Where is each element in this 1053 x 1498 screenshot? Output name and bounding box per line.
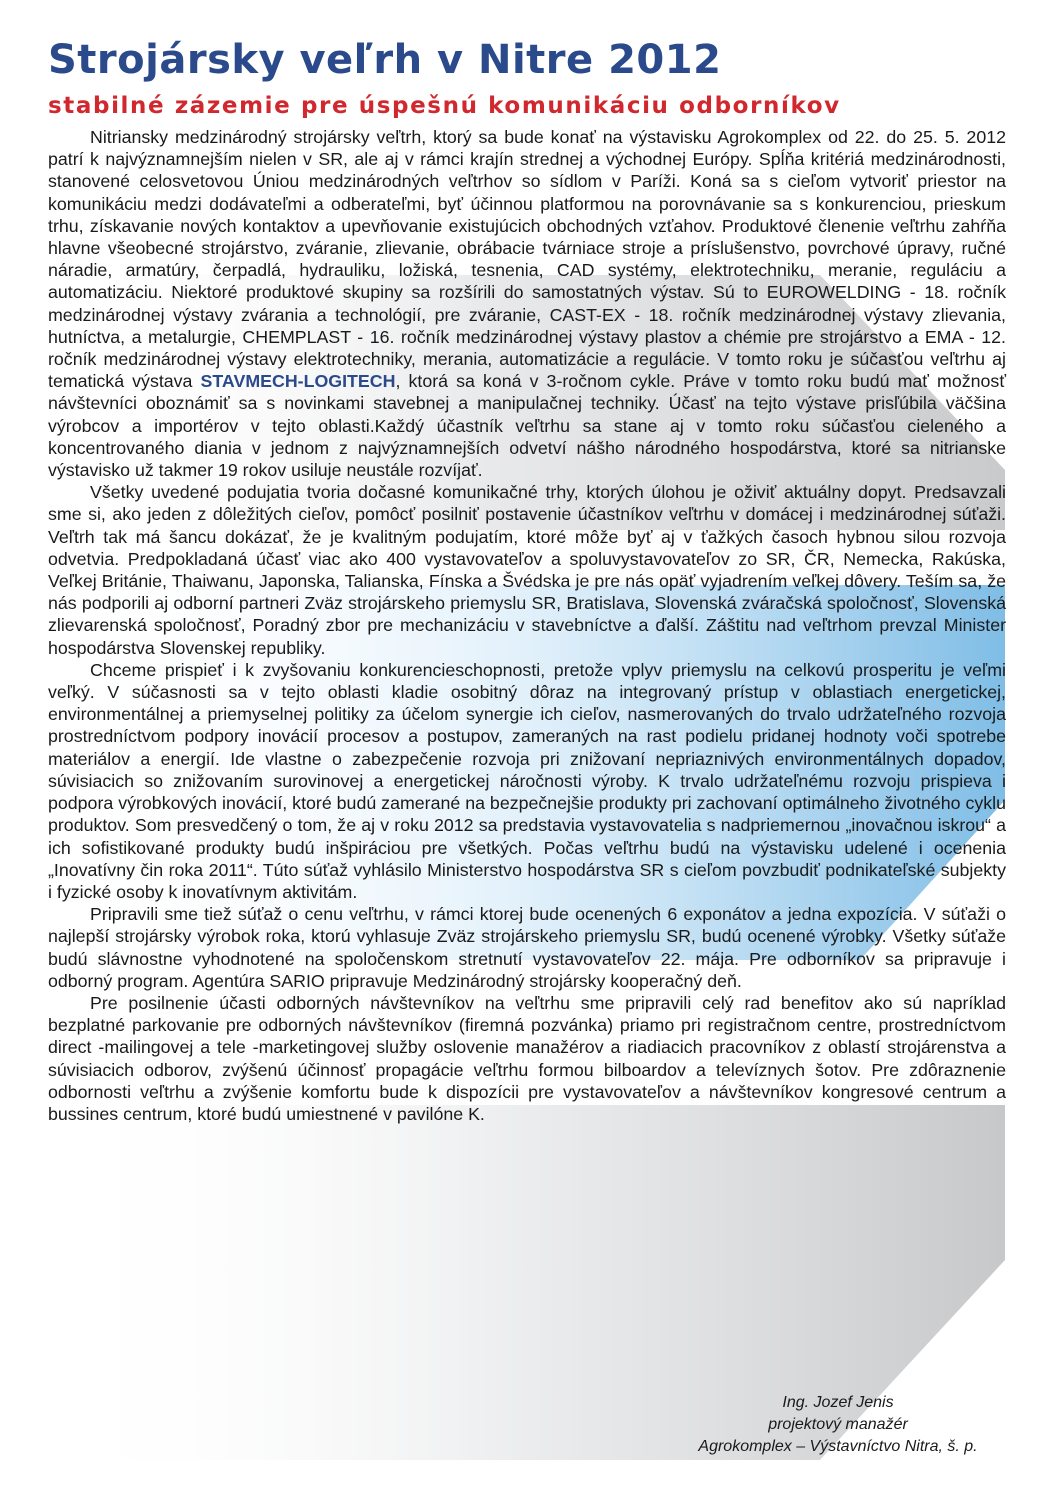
page-subtitle: stabilné zázemie pre úspešnú komunikáciu odborníkov (48, 93, 841, 119)
paragraph-1 (48, 126, 1006, 481)
paragraph-3: Chceme prispieť i k zvyšovaniu konkurencieschopnosti, pretože vplyv priemyslu na celkovú prosperitu je veľmi veľký. V súčasnosti sa v tejto oblasti kladie osobitný dôraz na integrovaný prístup v oblastiach energetickej, environmentálnej a priemyselnej politiky za účelom synergie ich cieľov, nasmerovaných do trvalo udržateľného rozvoja prostredníctvom podpory inovácií procesov a postupov, zameraných na rast podielu pridanej hodnoty voči spotrebe materiálov a energií. Ide vlastne o zabezpečenie rozvoja pri znižovaní nepriaznivých environmentálnych dopadov, súvisiacich so znižovaním surovinovej a energetickej náročnosti výroby. K trvalo udržateľnému rozvoju prispieva i podpora výrobkových inovácií, ktoré budú zamerané na bezpečnejšie produkty pri zachovaní optimálneho životného cyklu produktov. Som presvedčený o tom, že aj v roku 2012 sa predstavia vystavovatelia s nadpriemernou „inovačnou iskrou“ a ich sofistikované produkty budú inšpiráciou pre všetkých. Počas veľtrhu budú na výstavisku udelené i ocenenia „Inovatívny čin roka 2011“. Túto súťaž vyhlásilo Ministerstvo hospodárstva SR s cieľom povzbudiť podnikateľské subjekty i fyzické osoby k inovatívnym aktivitám. (48, 659, 1006, 902)
paragraph-1-text-b: , ktorá sa koná v 3-ročnom cykle. Práve v tomto roku budú mať možnosť návštevníci oboznámiť sa s novinkami stavebnej a manipulačnej techniky. Účasť na tejto výstave prisľúbila väčšina výrobcov a importérov v tejto oblasti.Každý účastník veľtrhu sa stane aj v tomto roku súčasťou cieleného a koncentrovaného diania v jednom z najvýznamnejších odvetví nášho národného hospodárstva, ktoré sa nitrianske výstavisko už takmer 19 rokov usiluje neustále rozvíjať. (48, 371, 1006, 481)
paragraph-5: Pre posilnenie účasti odborných návštevníkov na veľtrhu sme pripravili celý rad benefitov ako sú napríklad bezplatné parkovanie pre odborných návštevníkov (firemná pozvánka) priamo pri registračnom centre, prostredníctvom direct -mailingovej a tele -marketingovej služby oslovenie manažérov a riadiacich pracovníkov z oblastí strojárenstva a súvisiacich odborov, zvýšenú účinnosť propagácie veľtrhu formou bilboardov a televíznych šotov. Pre zdôraznenie odbornosti veľtrhu a zvýšenie komfortu bude k dispozícii pre vystavovateľov a návštevníkov kongresové centrum a bussines centrum, ktoré budú umiestnené v pavilóne K. (48, 992, 1006, 1124)
paragraph-1-text-a: Nitriansky medzinárodný strojársky veľtrh, ktorý sa bude konať na výstavisku Agrokomplex od 22. do 25. 5. 2012 patrí k najvýznamnejším nielen v SR, ale aj v rámci krajín strednej a východnej Európy. Spĺňa kritériá medzinárodnosti, stanovené celosvetovou Úniou medzinárodných veľtrhov so sídlom v Paríži. Koná sa s cieľom vytvoriť priestor na komunikáciu medzi dodávateľmi a odberateľmi, byť účinnou platformou na porovnávanie sa s konkurenciou, prieskum trhu, získavanie nových kontaktov a upevňovanie existujúcich obchodných vzťahov. Produktové členenie veľtrhu zahŕňa hlavne všeobecné strojárstvo, zváranie, zlievanie, obrábacie tvárniace stroje a príslušenstvo, povrchové úpravy, ručné náradie, armatúry, čerpadlá, hydrauliku, ložiská, tesnenia, CAD systémy, elektrotechniku, meranie, reguláciu a automatizáciu. Niektoré produktové skupiny sa rozšírili do samostatných výstav. Sú to EUROWELDING - 18. ročník medzinárodnej výstavy zvárania a technológií, pre zváranie, CAST-EX - 18. ročník medzinárodnej výstavy zlievania, hutníctva, a metalurgie, CHEMPLAST - 16. ročník medzinárodnej výstavy plastov a chémie pre strojárstvo a EMA - 12. ročník medzinárodnej výstavy elektrotechniky, merania, automatizácie a regulácie. V tomto roku je súčasťou veľtrhu aj tematická výstava (48, 127, 1006, 392)
paragraph-2: Všetky uvedené podujatia tvoria dočasné komunikačné trhy, ktorých úlohou je oživiť aktuálny dopyt. Predsavzali sme si, ako jeden z dôležitých cieľov, pomôcť posilniť postavenie účastníkov veľtrhu v domácej i medzinárodnej súťaži. Veľtrh tak má šancu dokázať, že je kvalitným podujatím, ktoré môže byť aj v ťažkých časoch hybnou silou rozvoja odvetvia. Predpokladaná účasť viac ako 400 vystavovateľov a spoluvystavovateľov zo SR, ČR, Nemecka, Rakúska, Veľkej Británie, Thaiwanu, Japonska, Talianska, Fínska a Švédska je pre nás opäť vyjadrením veľkej dôvery. Teším sa, že nás podporili aj odborní partneri Zväz strojárskeho priemyslu SR, Bratislava, Slovenská zváračská spoločnosť, Slovenská zlievarenská spoločnosť, Poradný zbor pre mechanizáciu v stavebníctve a ďalší. Záštitu nad veľtrhom prevzal Minister hospodárstva Slovenskej republiky. (48, 482, 1006, 658)
stavmech-logitech-highlight: STAVMECH-LOGITECH (200, 371, 396, 392)
paragraph-4: Pripravili sme tiež súťaž o cenu veľtrhu, v rámci ktorej bude ocenených 6 exponátov a jedna expozícia. V súťaži o najlepší strojársky výrobok roka, ktorú vyhlasuje Zväz strojárskeho priemyslu SR, budú ocenené výrobky. Všetky súťaže budú slávnostne vyhodnotené na spoločenskom stretnutí vystavovateľov 22. mája. Pre odborníkov sa pripravuje i odborný program. Agentúra SARIO pripravuje Medzinárodný strojársky kooperačný deň. (48, 904, 1006, 991)
signature-name: Ing. Jozef Jenis (782, 1394, 894, 1411)
page-title: Strojársky veľrh v Nitre 2012 (48, 37, 722, 83)
signature-organization: Agrokomplex – Výstavníctvo Nitra, š. p. (698, 1438, 978, 1455)
signature-role: projektový manažér (768, 1416, 908, 1433)
signature-block (668, 1392, 1008, 1458)
article-page (48, 28, 1006, 1125)
